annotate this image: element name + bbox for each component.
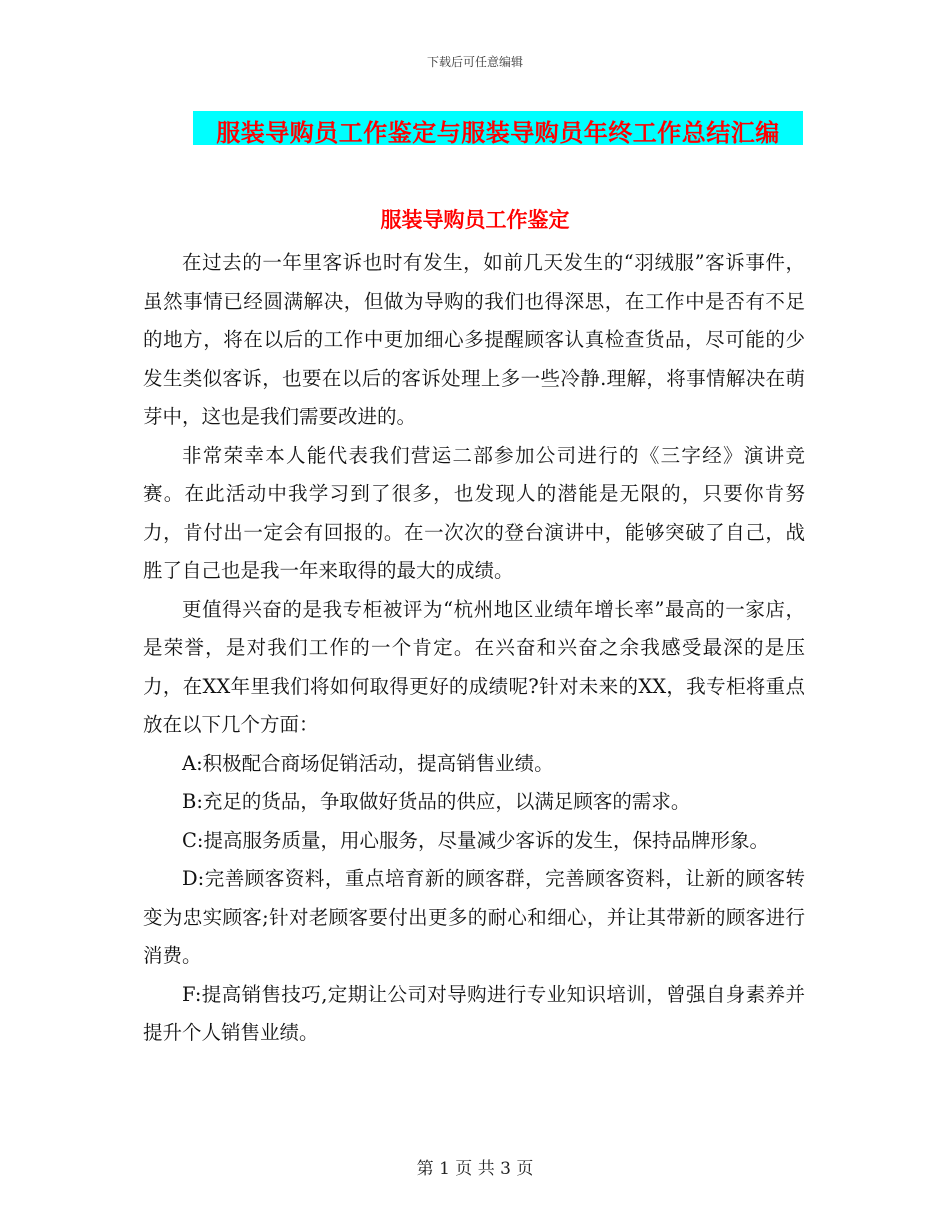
list-item-b: B:充足的货品，争取做好货品的供应，以满足顾客的需求。 bbox=[182, 790, 691, 813]
paragraph: 在过去的一年里客诉也时有发生，如前几天发生的“羽绒服”客诉事件，虽然事情已经圆满解决，但做为导购的我们也得深思，在工作中是否有不足的地方，将在以后的工作中更加细心多提醒顾客认真检查货品，尽可能的少发生类似客诉，也要在以后的客诉处理上多一些冷静.理解，将事情解决在萌芽中，这也是我们需要改进的。 bbox=[143, 251, 805, 428]
paragraph: 更值得兴奋的是我专柜被评为“杭州地区业绩年增长率”最高的一家店，是荣誉，是对我们工作的一个肯定。在兴奋和兴奋之余我感受最深的是压力，在XX年里我们将如何取得更好的成绩呢?针对未来的XX，我专柜将重点放在以下几个方面： bbox=[143, 597, 805, 736]
list-item-f: F:提高销售技巧,定期让公司对导购进行专业知识培训，曾强自身素养并提升个人销售业绩。 bbox=[143, 982, 805, 1044]
header-note: 下载后可任意编辑 bbox=[426, 55, 523, 69]
document-body bbox=[143, 244, 805, 1053]
section-title: 服装导购员工作鉴定 bbox=[380, 208, 570, 232]
paragraph: 非常荣幸本人能代表我们营运二部参加公司进行的《三字经》演讲竞赛。在此活动中我学习到了很多，也发现人的潜能是无限的，只要你肯努力，肯付出一定会有回报的。在一次次的登台演讲中，能够突破了自己，战胜了自己也是我一年来取得的最大的成绩。 bbox=[143, 443, 805, 582]
list-item-d: D:完善顾客资料，重点培育新的顾客群，完善顾客资料，让新的顾客转变为忠实顾客;针对老顾客要付出更多的耐心和细心，并让其带新的顾客进行消费。 bbox=[143, 867, 805, 967]
page-number: 第 1 页 共 3 页 bbox=[416, 1159, 534, 1179]
list-item-c: C:提高服务质量，用心服务，尽量减少客诉的发生，保持品牌形象。 bbox=[182, 828, 769, 852]
document-title: 服装导购员工作鉴定与服装导购员年终工作总结汇编 bbox=[216, 119, 780, 147]
list-item-a: A:积极配合商场促销活动，提高销售业绩。 bbox=[182, 751, 554, 775]
